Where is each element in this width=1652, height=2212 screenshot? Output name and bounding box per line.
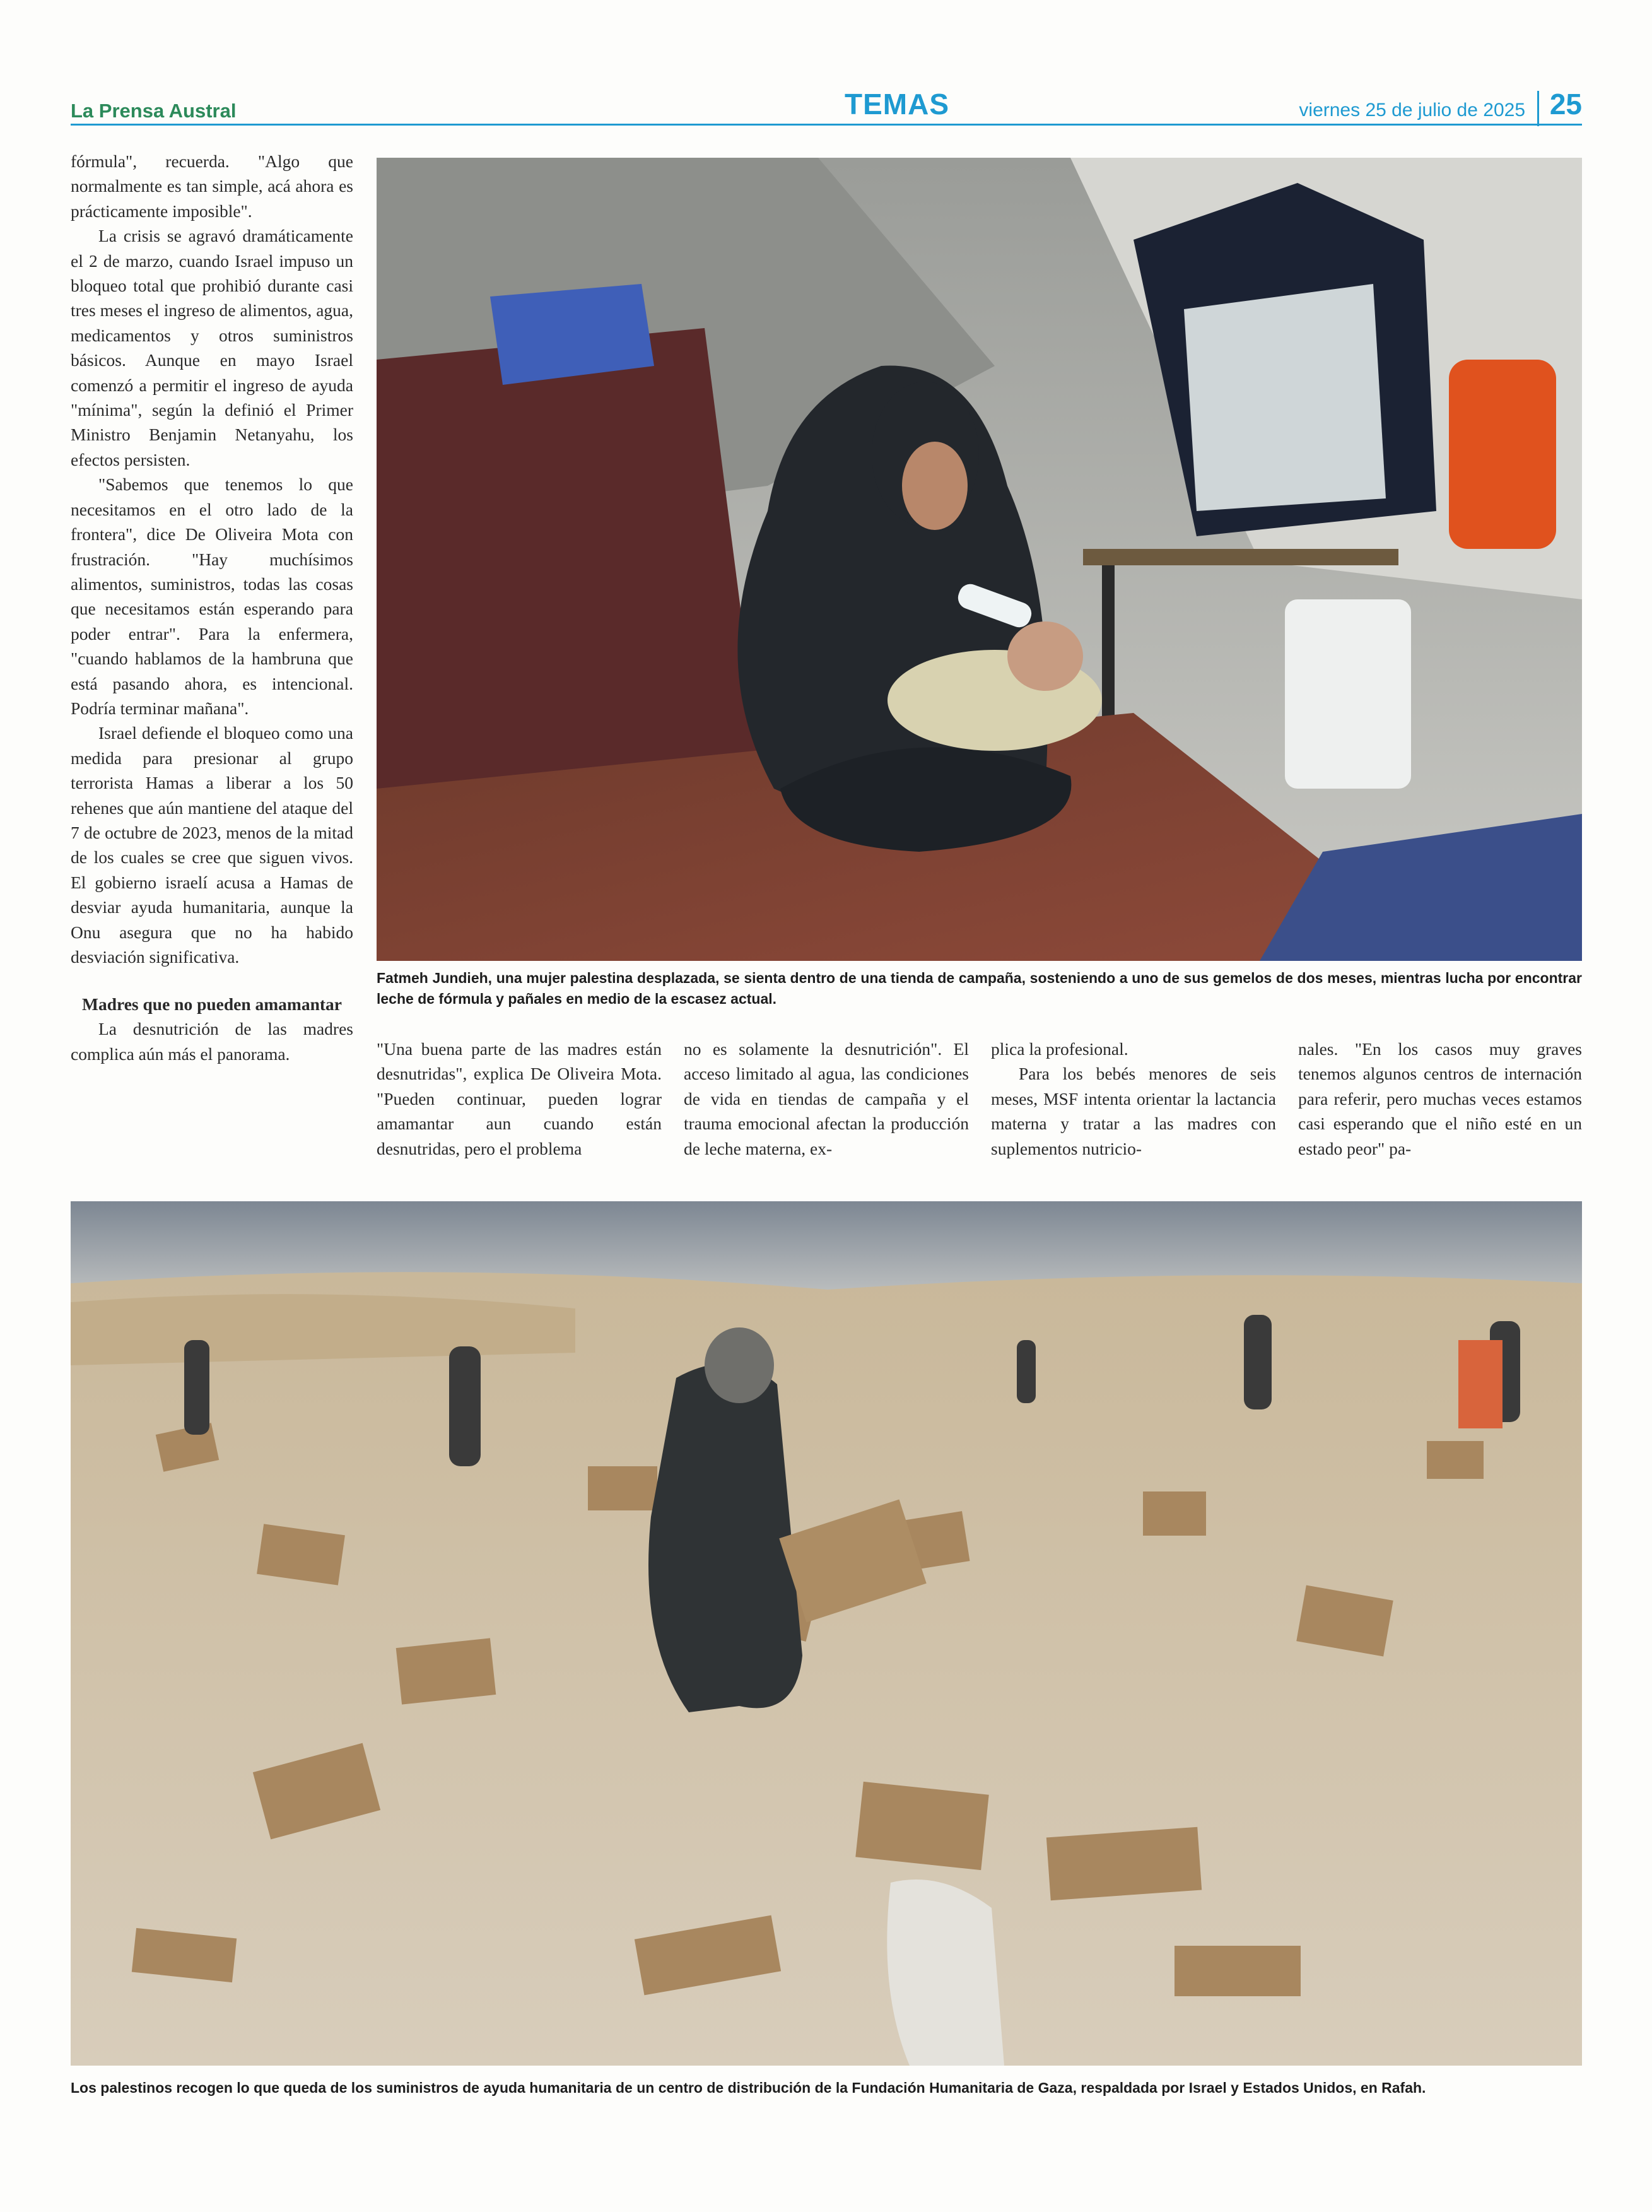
photo-caption-bottom: Los palestinos recogen lo que queda de los suministros de ayuda humanitaria de un centro de distribución de la Fundación Humanitaria de Gaza, respaldada por Israel y Estados Unidos, en Rafah. <box>71 2080 1426 2096</box>
header-rule <box>71 124 1582 126</box>
page-number: 25 <box>1549 88 1582 121</box>
paragraph: no es solamente la desnutrición". El acceso limitado al agua, las condiciones de vida en tiendas de campaña y el trauma emocional afectan la producción de leche materna, ex- <box>684 1039 969 1158</box>
header-separator <box>1537 91 1539 126</box>
article-column-4 <box>991 1037 1276 1161</box>
paragraph: Israel defiende el bloqueo como una medida para presionar al grupo terrorista Hamas a liberar a los 50 rehenes que aún mantiene del ataque del 7 de octubre de 2023, menos de la mitad de los cuales se cree que siguen vivos. El gobierno israelí acusa a Hamas de desviar ayuda humanitaria, aunque la Onu asegura que no ha habido desviación significativa. <box>71 723 353 967</box>
photo-aid-collection-rafah <box>71 1201 1582 2066</box>
paragraph: "Sabemos que tenemos lo que necesitamos en el otro lado de la frontera", dice De Oliveira Mota con frustración. "Hay muchísimos alimentos, suministros, todas las cosas que necesitamos están esperando para poder entrar". Para la enfermera, "cuando hablamos de la hambruna que está pasando ahora, es intencional. Podría terminar mañana". <box>71 474 353 718</box>
paragraph: fórmula", recuerda. "Algo que normalmente es tan simple, acá ahora es prácticamente imposible". <box>71 151 353 221</box>
newspaper-name: La Prensa Austral <box>71 100 237 122</box>
publication-date: viernes 25 de julio de 2025 <box>1299 100 1525 121</box>
page-header <box>71 87 1582 129</box>
paragraph: La crisis se agravó dramáticamente el 2 de marzo, cuando Israel impuso un bloqueo total que prohibió durante casi tres meses el ingreso de alimentos, agua, medicamentos y otros suministros básicos. Aunque en mayo Israel comenzó a permitir el ingreso de ayuda "mínima", según la definió el Primer Ministro Benjamin Netanyahu, los efectos persisten. <box>71 226 353 469</box>
article-column-5 <box>1298 1037 1582 1161</box>
paragraph: nales. "En los casos muy graves tenemos algunos centros de internación para referir, pero muchas veces estamos casi esperando que el niño esté en un estado peor" pa- <box>1298 1039 1582 1158</box>
section-title: TEMAS <box>845 88 949 121</box>
paragraph: plica la profesional. <box>991 1039 1128 1059</box>
article-column-3 <box>684 1037 969 1161</box>
photo-mother-feeding-baby <box>377 158 1582 961</box>
article-column-1 <box>71 149 353 1066</box>
paragraph: Para los bebés menores de seis meses, MSF intenta orientar la lactancia materna y tratar a las madres con suplementos nutricio- <box>991 1064 1276 1158</box>
subheading: Madres que no pueden amamantar <box>81 994 343 1015</box>
paragraph: "Una buena parte de las madres están desnutridas", explica De Oliveira Mota. "Pueden continuar, pueden lograr amamantar aun cuando están desnutridas, pero el problema <box>377 1039 662 1158</box>
article-column-2 <box>377 1037 662 1161</box>
photo-caption-top: Fatmeh Jundieh, una mujer palestina desplazada, se sienta dentro de una tienda de campaña, sosteniendo a uno de sus gemelos de dos meses, mientras lucha por encontrar leche de fórmula y pañales en medio de la escasez actual. <box>377 970 1582 1007</box>
paragraph: La desnutrición de las madres complica aún más el panorama. <box>71 1019 353 1064</box>
